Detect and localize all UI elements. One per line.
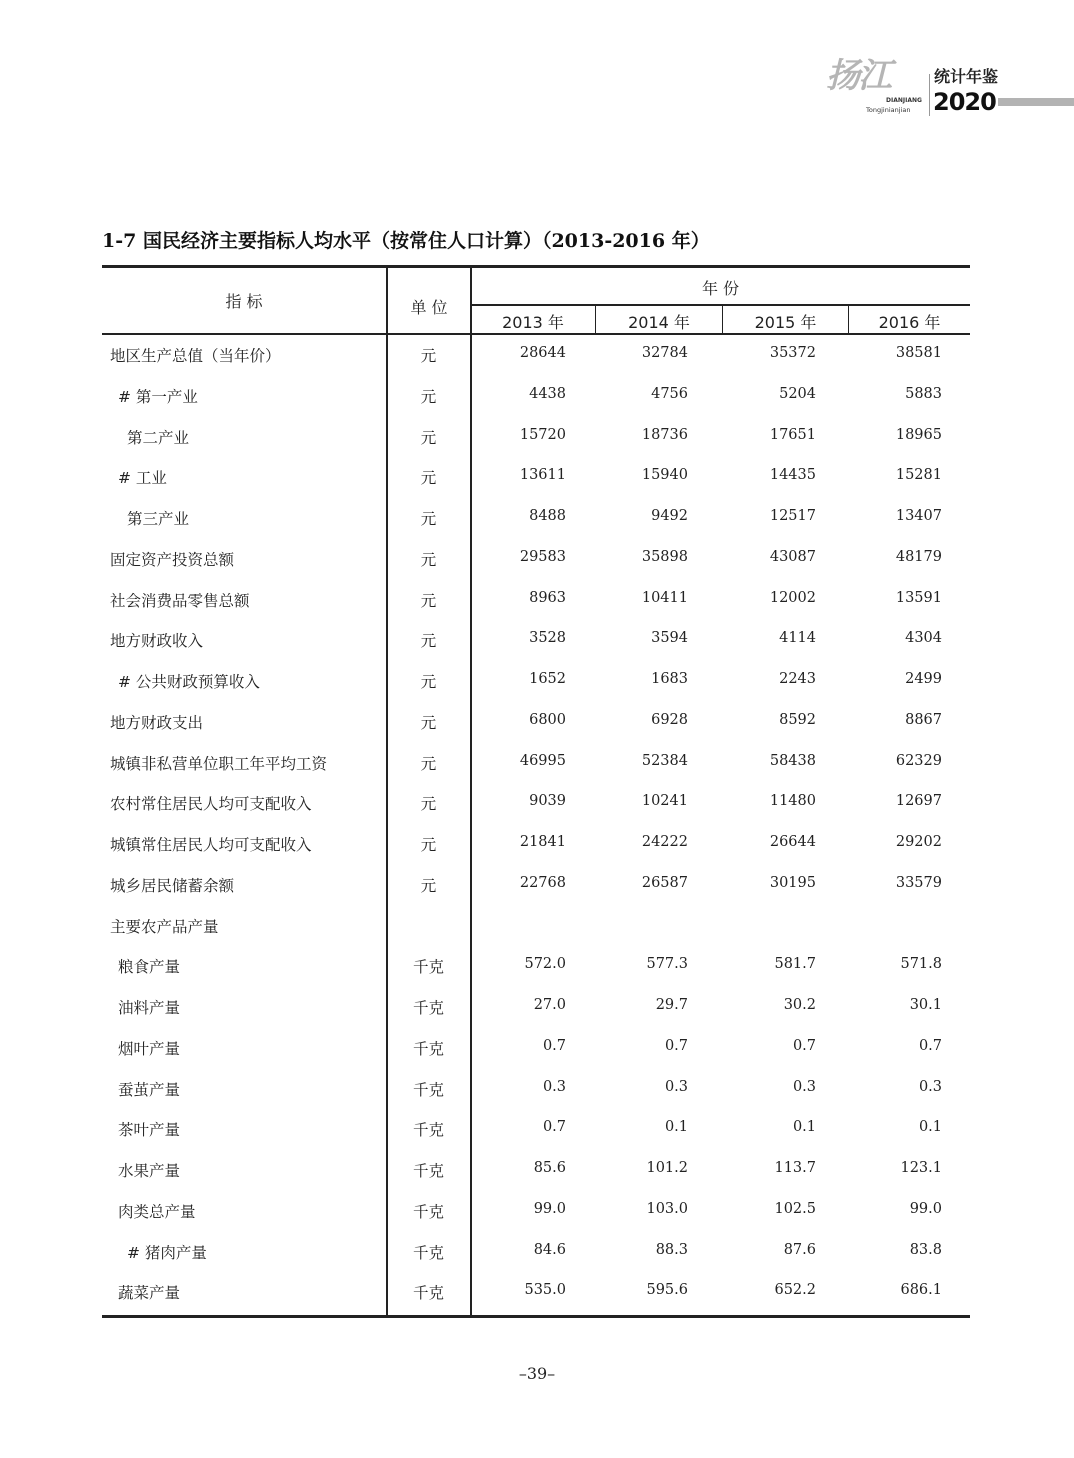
row-label: 水果产量 bbox=[118, 1162, 181, 1180]
value-cell: 0.3 bbox=[918, 1078, 942, 1095]
logo-divider bbox=[929, 74, 930, 116]
row-unit: 元 bbox=[420, 550, 437, 569]
value-cell: 5883 bbox=[905, 385, 942, 402]
row-label: # 工业 bbox=[118, 469, 167, 488]
row-unit: 元 bbox=[420, 510, 437, 528]
value-cell: 26644 bbox=[769, 834, 816, 850]
table-top-rule bbox=[102, 265, 970, 268]
table-row bbox=[102, 619, 970, 660]
header-year: 2014 年 bbox=[628, 313, 690, 332]
value-cell: 3594 bbox=[651, 630, 688, 647]
row-label: 固定资产投资总额 bbox=[110, 550, 235, 569]
value-cell: 2499 bbox=[905, 671, 942, 687]
value-cell: 11480 bbox=[769, 793, 816, 810]
value-cell: 35898 bbox=[641, 548, 688, 565]
value-cell: 29.7 bbox=[655, 997, 688, 1013]
value-cell: 33579 bbox=[895, 874, 942, 891]
row-label: 农村常住居民人均可支配收入 bbox=[110, 795, 312, 814]
value-cell: 0.7 bbox=[542, 1037, 566, 1054]
value-cell: 35372 bbox=[769, 345, 816, 361]
value-cell: 46995 bbox=[519, 752, 566, 769]
value-cell: 6928 bbox=[651, 711, 688, 728]
yearbook-logo bbox=[822, 56, 1074, 122]
table-row bbox=[102, 538, 970, 579]
value-cell: 0.3 bbox=[664, 1078, 688, 1095]
value-cell: 6800 bbox=[529, 711, 566, 728]
value-cell: 0.7 bbox=[542, 1119, 566, 1136]
value-cell: 24222 bbox=[641, 834, 688, 850]
value-cell: 99.0 bbox=[533, 1200, 566, 1217]
value-cell: 4438 bbox=[529, 385, 566, 402]
value-cell: 30.1 bbox=[909, 997, 942, 1013]
value-cell: 12517 bbox=[769, 508, 816, 524]
row-unit: 千克 bbox=[412, 1243, 444, 1262]
row-unit: 元 bbox=[420, 836, 437, 854]
value-cell: 0.1 bbox=[792, 1119, 816, 1136]
value-cell: 29583 bbox=[519, 548, 566, 565]
row-unit: 元 bbox=[420, 795, 437, 814]
value-cell: 10241 bbox=[641, 793, 688, 810]
value-cell: 15281 bbox=[895, 467, 942, 484]
row-label: 肉类总产量 bbox=[118, 1202, 196, 1221]
header-unit: 单 位 bbox=[410, 298, 448, 317]
value-cell: 103.0 bbox=[646, 1200, 688, 1217]
row-unit: 元 bbox=[420, 876, 437, 895]
year-header-rule bbox=[471, 304, 970, 306]
value-cell: 3528 bbox=[529, 630, 566, 647]
table-row bbox=[102, 1271, 970, 1312]
table-row bbox=[102, 905, 970, 946]
row-label: # 公共财政预算收入 bbox=[118, 673, 260, 691]
header-year: 2013 年 bbox=[502, 313, 564, 332]
row-label: 烟叶产量 bbox=[118, 1039, 181, 1058]
value-cell: 10411 bbox=[641, 589, 688, 606]
table-row bbox=[102, 742, 970, 783]
row-label: 城镇常住居民人均可支配收入 bbox=[110, 836, 312, 854]
value-cell: 62329 bbox=[895, 752, 942, 769]
table-row bbox=[102, 416, 970, 457]
value-cell: 4756 bbox=[651, 385, 688, 402]
header-year: 2016 年 bbox=[878, 313, 941, 332]
row-label: 油料产量 bbox=[118, 999, 181, 1017]
row-unit: 千克 bbox=[412, 1202, 444, 1221]
value-cell: 15720 bbox=[519, 426, 566, 443]
logo-calligraphy: 扬江 bbox=[826, 56, 890, 96]
value-cell: 12697 bbox=[895, 793, 942, 810]
value-cell: 1652 bbox=[529, 671, 566, 687]
row-unit: 千克 bbox=[412, 999, 444, 1017]
value-cell: 652.2 bbox=[774, 1282, 816, 1299]
table-row bbox=[102, 334, 970, 375]
value-cell: 88.3 bbox=[655, 1241, 688, 1258]
row-unit: 千克 bbox=[412, 958, 444, 977]
value-cell: 577.3 bbox=[646, 956, 688, 973]
row-unit: 元 bbox=[420, 632, 437, 651]
value-cell: 13407 bbox=[895, 508, 942, 524]
table-title: 1-7 国民经济主要指标人均水平（按常住人口计算）（2013-2016 年） bbox=[102, 230, 710, 252]
value-cell: 102.5 bbox=[774, 1200, 816, 1217]
table-row bbox=[102, 497, 970, 538]
row-label: 地方财政收入 bbox=[110, 632, 204, 651]
value-cell: 4114 bbox=[779, 630, 816, 647]
value-cell: 581.7 bbox=[774, 956, 816, 973]
value-cell: 101.2 bbox=[646, 1160, 688, 1176]
row-unit: 元 bbox=[420, 754, 437, 773]
header-gray-bar bbox=[998, 98, 1074, 106]
value-cell: 12002 bbox=[769, 589, 816, 606]
header-year-group: 年 份 bbox=[701, 279, 740, 298]
value-cell: 0.3 bbox=[792, 1078, 816, 1095]
value-cell: 686.1 bbox=[900, 1282, 942, 1299]
table-row bbox=[102, 456, 970, 497]
value-cell: 113.7 bbox=[774, 1160, 816, 1176]
value-cell: 99.0 bbox=[909, 1200, 942, 1217]
value-cell: 0.7 bbox=[664, 1037, 688, 1054]
value-cell: 22768 bbox=[519, 874, 566, 891]
table-row bbox=[102, 782, 970, 823]
row-label: 社会消费品零售总额 bbox=[110, 591, 250, 610]
value-cell: 43087 bbox=[769, 548, 816, 565]
value-cell: 1683 bbox=[651, 671, 688, 687]
value-cell: 32784 bbox=[641, 345, 688, 361]
table-row bbox=[102, 579, 970, 620]
row-label: 粮食产量 bbox=[118, 958, 181, 977]
value-cell: 0.3 bbox=[542, 1078, 566, 1095]
table-row bbox=[102, 375, 970, 416]
value-cell: 21841 bbox=[519, 834, 566, 850]
row-unit: 元 bbox=[420, 387, 437, 406]
value-cell: 4304 bbox=[905, 630, 942, 647]
value-cell: 8592 bbox=[779, 711, 816, 728]
row-unit: 千克 bbox=[412, 1121, 444, 1140]
table-row bbox=[102, 945, 970, 986]
table-bottom-rule bbox=[102, 1315, 970, 1318]
row-label: 第三产业 bbox=[127, 510, 190, 528]
table-row bbox=[102, 1190, 970, 1231]
value-cell: 84.6 bbox=[533, 1241, 566, 1258]
table-row bbox=[102, 660, 970, 701]
value-cell: 83.8 bbox=[909, 1241, 942, 1258]
row-label: # 第一产业 bbox=[118, 387, 198, 406]
row-label: 茶叶产量 bbox=[118, 1121, 181, 1140]
value-cell: 8488 bbox=[529, 508, 566, 524]
value-cell: 0.7 bbox=[918, 1037, 942, 1054]
value-cell: 87.6 bbox=[783, 1241, 816, 1258]
header-indicator: 指 标 bbox=[225, 292, 263, 311]
value-cell: 18736 bbox=[641, 426, 688, 443]
row-unit: 元 bbox=[420, 673, 437, 691]
value-cell: 123.1 bbox=[900, 1160, 942, 1176]
row-label: 蔬菜产量 bbox=[118, 1284, 181, 1303]
row-unit: 元 bbox=[420, 469, 437, 488]
value-cell: 5204 bbox=[779, 385, 816, 402]
value-cell: 9492 bbox=[651, 508, 688, 524]
row-label: 主要农产品产量 bbox=[110, 917, 219, 936]
logo-name: 统计年鉴 bbox=[934, 67, 999, 86]
value-cell: 572.0 bbox=[524, 956, 566, 973]
row-label: 城乡居民储蓄余额 bbox=[110, 876, 235, 895]
value-cell: 0.7 bbox=[792, 1037, 816, 1054]
value-cell: 48179 bbox=[895, 548, 942, 565]
value-cell: 18965 bbox=[895, 426, 942, 443]
row-unit: 千克 bbox=[412, 1080, 444, 1099]
value-cell: 14435 bbox=[769, 467, 816, 484]
table-row bbox=[102, 1231, 970, 1272]
value-cell: 28644 bbox=[519, 345, 566, 361]
value-cell: 26587 bbox=[641, 874, 688, 891]
row-label: # 猪肉产量 bbox=[127, 1243, 207, 1262]
table-row bbox=[102, 1068, 970, 1109]
table-row bbox=[102, 701, 970, 742]
value-cell: 30.2 bbox=[783, 997, 816, 1013]
row-label: 城镇非私营单位职工年平均工资 bbox=[110, 754, 328, 773]
row-label: 地区生产总值（当年价） bbox=[110, 347, 281, 365]
value-cell: 38581 bbox=[895, 345, 942, 361]
row-unit: 千克 bbox=[412, 1284, 444, 1303]
row-unit: 元 bbox=[420, 591, 437, 610]
row-label: 蚕茧产量 bbox=[118, 1080, 181, 1099]
row-unit: 元 bbox=[420, 428, 437, 447]
value-cell: 8963 bbox=[529, 589, 566, 606]
value-cell: 571.8 bbox=[900, 956, 942, 973]
value-cell: 15940 bbox=[641, 467, 688, 484]
value-cell: 30195 bbox=[769, 874, 816, 891]
logo-pinyin: DIANJIANG bbox=[886, 97, 922, 104]
table-row bbox=[102, 864, 970, 905]
value-cell: 535.0 bbox=[524, 1282, 566, 1299]
table-row bbox=[102, 1149, 970, 1190]
value-cell: 595.6 bbox=[646, 1282, 688, 1299]
value-cell: 13611 bbox=[519, 467, 566, 484]
value-cell: 2243 bbox=[779, 671, 816, 687]
table-row bbox=[102, 1108, 970, 1149]
row-unit: 千克 bbox=[412, 1039, 444, 1058]
value-cell: 17651 bbox=[769, 426, 816, 443]
page-number: –39– bbox=[518, 1364, 556, 1383]
value-cell: 0.1 bbox=[664, 1119, 688, 1136]
value-cell: 27.0 bbox=[533, 997, 566, 1013]
row-unit: 元 bbox=[420, 713, 437, 732]
table-row bbox=[102, 986, 970, 1027]
row-label: 地方财政支出 bbox=[110, 713, 204, 732]
value-cell: 8867 bbox=[905, 711, 942, 728]
value-cell: 0.1 bbox=[918, 1119, 942, 1136]
table-row bbox=[102, 823, 970, 864]
value-cell: 85.6 bbox=[533, 1160, 566, 1176]
row-unit: 元 bbox=[420, 347, 437, 365]
value-cell: 13591 bbox=[895, 589, 942, 606]
table-row bbox=[102, 1027, 970, 1068]
row-unit: 千克 bbox=[412, 1162, 444, 1180]
value-cell: 58438 bbox=[769, 752, 816, 769]
row-label: 第二产业 bbox=[127, 428, 190, 447]
value-cell: 9039 bbox=[529, 793, 566, 810]
value-cell: 29202 bbox=[895, 834, 942, 850]
value-cell: 52384 bbox=[641, 752, 688, 769]
logo-pinyin-sub: Tongjinianjian bbox=[866, 106, 911, 114]
header-year: 2015 年 bbox=[754, 313, 817, 332]
logo-year: 2020 bbox=[933, 88, 996, 116]
